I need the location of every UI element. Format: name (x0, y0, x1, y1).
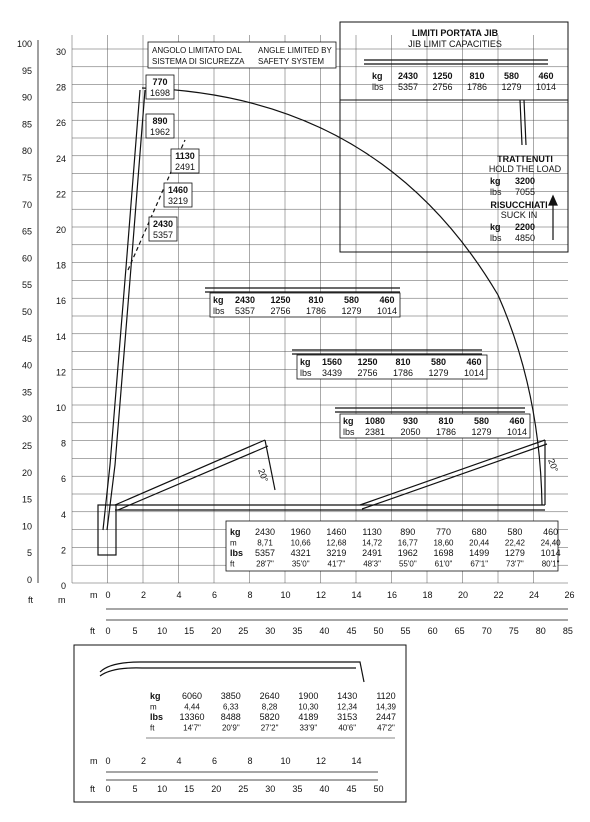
horizontal-table-cell: 460 (543, 527, 559, 537)
jib-c (335, 408, 525, 412)
jib-lbs-label: lbs (372, 82, 384, 92)
vertical-box-lbs: 1962 (149, 127, 171, 137)
table-lbs-value: 2381 (364, 427, 386, 437)
jib-kg-value: 460 (538, 71, 554, 81)
horizontal-table-cell: 55'0" (398, 559, 417, 569)
suck-lbs-label: lbs (490, 233, 502, 243)
m-tick-bottom: 14 (351, 590, 362, 600)
m-tick-left: 18 (55, 260, 66, 271)
ft-tick-left: 75 (21, 173, 32, 183)
angle-note-en2: SAFETY SYSTEM (258, 57, 325, 66)
jib-lbs-value: 5357 (397, 82, 419, 92)
table-kg-value: 1250 (357, 357, 378, 367)
hold-lbs-label: lbs (490, 187, 502, 197)
hold-kg-label: kg (490, 176, 501, 186)
jib-lbs-value: 1014 (535, 82, 557, 92)
jib-kg-value: 580 (503, 71, 520, 81)
ft-tick-left: 95 (21, 65, 32, 76)
ft-tick-bottom: 60 (427, 626, 438, 636)
arrow-head (549, 196, 557, 205)
m-tick-left: 8 (60, 438, 66, 449)
vertical-box-lbs: 1698 (149, 88, 171, 98)
jib-title-en: JIB LIMIT CAPACITIES (408, 39, 502, 49)
ft-tick-left: 80 (21, 146, 32, 157)
m-tick-bottom: 16 (386, 590, 398, 600)
table-lbs-value: 1014 (463, 368, 485, 378)
horizontal-table-cell: 80'1" (541, 559, 560, 569)
table-lbs-value: 1786 (392, 368, 414, 378)
ft-tick-left: 45 (21, 333, 32, 344)
ft-tick-bottom: 5 (132, 626, 138, 636)
table-lbs-label: lbs (343, 427, 355, 437)
lower-m-tick: 6 (211, 756, 218, 766)
ft-tick-bottom: 30 (265, 626, 276, 636)
table-kg-value: 1250 (270, 295, 291, 305)
table-kg-value: 460 (466, 357, 482, 367)
table-a (210, 293, 400, 317)
ft-tick-bottom: 80 (535, 626, 546, 636)
ft-tick-left: 25 (21, 441, 32, 451)
table-lbs-value: 3439 (321, 368, 343, 378)
horizontal-table-cell: 10,66 (290, 538, 311, 548)
horizontal-table-cell: 890 (400, 527, 416, 537)
horizontal-table-cell: 73'7" (506, 559, 524, 569)
horizontal-table-cell: 2491 (362, 548, 383, 558)
horizontal-table-cell: 48'3" (363, 559, 381, 569)
table-lbs-value: 1786 (305, 306, 327, 316)
jib-title-it: LIMITI PORTATA JIB (411, 28, 499, 38)
m-tick-bottom: 24 (528, 590, 540, 600)
table-kg-label: kg (300, 357, 311, 367)
lower-axes (90, 756, 384, 794)
m-tick-bottom: 8 (247, 590, 253, 600)
table-kg-value: 460 (379, 295, 395, 305)
lower-ft-tick: 40 (319, 784, 330, 794)
hold-title-en: HOLD THE LOAD (488, 164, 562, 174)
ft-tick-left: 55 (21, 280, 32, 291)
lower-row-label: m (150, 702, 157, 712)
horizontal-table-cell: 28'7" (256, 559, 274, 569)
lower-cell: 33'9" (299, 723, 318, 733)
ft-tick-bottom: 70 (481, 626, 492, 636)
lower-m-label: m (90, 756, 98, 766)
vertical-box-kg: 890 (152, 116, 168, 126)
m-tick-bottom: 12 (315, 590, 327, 600)
hold-lbs: 7055 (514, 187, 536, 197)
horizontal-table-cell: 2430 (254, 527, 276, 537)
ft-tick-bottom: 35 (292, 626, 303, 636)
ft-axis-label-left: ft (28, 595, 34, 605)
m-tick-left: 4 (60, 509, 66, 520)
lower-cell: 3850 (220, 691, 241, 701)
m-axis-label-bottom: m (90, 590, 98, 600)
jib-lbs-value: 2756 (432, 82, 453, 92)
lower-cell: 4,44 (184, 702, 200, 712)
vertical-box-lbs: 5357 (152, 230, 174, 240)
angle-label-a: 20° (256, 467, 271, 484)
jib-a (205, 288, 400, 292)
lower-m-tick: 14 (351, 756, 362, 766)
vertical-capacity-boxes (146, 75, 199, 241)
ft-tick-bottom: 85 (562, 626, 573, 636)
lower-cell: 5820 (259, 712, 280, 722)
horizontal-table-cell: 1960 (290, 527, 311, 537)
table-lbs-value: 1279 (471, 427, 492, 437)
table-kg-value: 580 (473, 416, 490, 426)
ft-tick-left: 65 (21, 226, 32, 237)
horizontal-table-cell: 3219 (326, 548, 347, 558)
m-tick-bottom: 22 (493, 590, 504, 600)
m-tick-left: 30 (55, 47, 66, 57)
lower-m-tick: 0 (105, 756, 111, 766)
horizontal-table-cell: 61'0" (434, 559, 453, 569)
table-kg-label: kg (343, 416, 354, 426)
lower-cell: 2640 (259, 691, 280, 701)
m-tick-left: 14 (55, 331, 66, 342)
suck-title-en: SUCK IN (500, 210, 538, 220)
ft-tick-bottom: 40 (319, 626, 330, 636)
lower-cell: 4189 (298, 712, 319, 722)
m-tick-bottom: 0 (105, 590, 111, 600)
m-tick-bottom: 26 (564, 590, 575, 600)
horizontal-table-cell: 16,77 (397, 538, 418, 548)
table-kg-value: 1560 (321, 357, 343, 367)
jib-kg-value: 810 (469, 71, 485, 81)
ft-tick-bottom: 0 (105, 626, 111, 636)
lower-cell: 12,34 (337, 702, 358, 712)
horizontal-table-cell: 4321 (290, 548, 311, 558)
horizontal-boom (115, 505, 545, 510)
jib-limit-values (372, 71, 556, 92)
table-kg-value: 460 (509, 416, 525, 426)
table-lbs-value: 2050 (400, 427, 421, 437)
lower-cell: 3153 (337, 712, 358, 722)
vertical-box-lbs: 2491 (174, 162, 196, 172)
suck-kg-label: kg (490, 222, 501, 232)
horizontal-table-cell: 18,60 (433, 538, 454, 548)
lower-ft-tick: 5 (132, 784, 138, 794)
ft-tick-bottom: 15 (184, 626, 195, 636)
lower-ft-tick: 15 (184, 784, 195, 794)
m-tick-left: 6 (60, 474, 66, 485)
ft-tick-left: 90 (21, 92, 32, 103)
ft-tick-left: 20 (21, 467, 32, 478)
m-axis-label-left: m (58, 595, 66, 605)
table-c (340, 414, 530, 438)
angle-note-it2: SISTEMA DI SICUREZZA (152, 57, 245, 66)
m-tick-bottom: 10 (280, 590, 291, 600)
table-lbs-label: lbs (213, 306, 225, 316)
angled-boom-upper (115, 440, 271, 510)
suck-title-it: RISUCCHIATI (490, 200, 548, 210)
lower-cell: 20'9" (221, 723, 240, 733)
horizontal-table-cell: 12,68 (326, 538, 347, 548)
lower-m-tick: 8 (247, 756, 253, 766)
table-kg-value: 1080 (364, 416, 386, 426)
lower-cell: 6,33 (223, 702, 239, 712)
lower-cell: 10,30 (298, 702, 319, 712)
m-tick-left: 20 (55, 225, 66, 235)
m-tick-left: 2 (60, 545, 66, 556)
jib-lbs-value: 1279 (501, 82, 522, 92)
m-tick-left: 26 (55, 118, 66, 129)
m-tick-left: 10 (55, 403, 66, 413)
m-tick-left: 28 (55, 82, 66, 93)
lower-ft-tick: 50 (373, 784, 384, 794)
ft-axis-label-bottom: ft (90, 626, 96, 636)
lower-cell: 8488 (220, 712, 241, 722)
table-lbs-value: 5357 (234, 306, 256, 316)
ft-tick-bottom: 65 (454, 626, 465, 636)
m-tick-left: 16 (55, 296, 66, 307)
horizontal-table-cell: 1499 (469, 548, 490, 558)
horizontal-table-cell: 1698 (433, 548, 454, 558)
lower-ft-tick: 25 (238, 784, 249, 794)
m-tick-left: 12 (55, 367, 66, 378)
lower-ft-tick: 35 (292, 784, 303, 794)
suck-kg: 2200 (514, 222, 536, 232)
lower-cell: 40'6" (338, 723, 357, 733)
table-kg-value: 580 (343, 295, 360, 305)
lower-ft-tick: 45 (346, 784, 357, 794)
lower-m-tick: 12 (315, 756, 327, 766)
ft-tick-left: 5 (26, 548, 32, 559)
lower-cell: 1120 (376, 691, 396, 701)
lower-cell: 1430 (337, 691, 358, 701)
horizontal-table-cell: 1962 (397, 548, 418, 558)
m-tick-bottom: 4 (176, 590, 182, 600)
ft-tick-bottom: 20 (211, 626, 222, 636)
m-tick-bottom: 20 (457, 590, 469, 600)
m-tick-bottom: 2 (140, 590, 147, 600)
lower-cell: 14,39 (375, 702, 397, 712)
table-kg-value: 810 (438, 416, 454, 426)
horizontal-table-cell: 580 (507, 527, 523, 537)
m-tick-left: 24 (55, 153, 66, 164)
lower-ft-tick: 10 (157, 784, 168, 794)
horizontal-table-row-label: kg (230, 527, 241, 537)
vertical-box-lbs: 3219 (167, 196, 189, 206)
horizontal-table-cell: 35'0" (291, 559, 310, 569)
horizontal-table-row-label: m (230, 538, 237, 548)
lower-cell: 13360 (179, 712, 205, 722)
vertical-box-kg: 2430 (152, 219, 174, 229)
table-lbs-value: 1279 (341, 306, 362, 316)
lower-cell: 2447 (375, 712, 397, 722)
ft-tick-left: 30 (21, 414, 32, 425)
horizontal-table-cell: 1460 (326, 527, 347, 537)
ft-tick-bottom: 45 (346, 626, 357, 636)
ft-tick-bottom: 10 (157, 626, 168, 636)
horizontal-table-cell: 8,71 (257, 538, 273, 548)
lower-m-tick: 4 (176, 756, 182, 766)
suck-lbs: 4850 (514, 233, 536, 243)
angle-note-it1: ANGOLO LIMITATO DAL (152, 46, 242, 55)
table-lbs-value: 2756 (357, 368, 378, 378)
table-lbs-value: 1279 (428, 368, 449, 378)
horizontal-table-cell: 67'1" (470, 559, 489, 569)
ft-tick-left: 60 (21, 253, 32, 264)
vertical-box-kg: 1130 (175, 151, 195, 161)
jib-lbs-value: 1786 (466, 82, 488, 92)
horizontal-table-cell: 680 (471, 527, 487, 537)
ft-tick-left: 85 (21, 119, 32, 130)
lower-ft-tick: 0 (105, 784, 111, 794)
jib-kg-label: kg (372, 71, 383, 81)
jib-kg-value: 2430 (397, 71, 419, 81)
lower-cell: 27'2" (260, 723, 279, 733)
table-kg-value: 810 (395, 357, 411, 367)
lower-capacity-table (146, 691, 397, 738)
hold-title-it: TRATTENUTI (497, 154, 553, 164)
lower-cell: 8,28 (261, 702, 278, 712)
hold-kg: 3200 (514, 176, 536, 186)
lower-ft-tick: 20 (211, 784, 222, 794)
table-kg-value: 580 (430, 357, 447, 367)
m-tick-bottom: 18 (422, 590, 433, 600)
lower-m-tick: 2 (140, 756, 147, 766)
ft-tick-left: 10 (21, 521, 32, 532)
ft-tick-left: 100 (16, 39, 32, 49)
ft-tick-bottom: 50 (373, 626, 384, 636)
table-kg-value: 2430 (234, 295, 256, 305)
horizontal-table-cell: 14,72 (362, 538, 383, 548)
horizontal-table-cell: 20,44 (469, 538, 490, 548)
lower-cell: 14'7" (183, 723, 201, 733)
horizontal-table-cell: 5357 (254, 548, 276, 558)
angled-boom-lower (360, 440, 547, 509)
lower-row-label: kg (150, 691, 161, 701)
lower-row-label: lbs (150, 712, 164, 722)
vertical-box-kg: 1460 (167, 185, 189, 195)
horizontal-table-cell: 1130 (362, 527, 382, 537)
ft-tick-bottom: 75 (508, 626, 519, 636)
ft-tick-left: 0 (26, 575, 32, 585)
table-lbs-label: lbs (300, 368, 312, 378)
ft-tick-left: 40 (21, 360, 32, 371)
table-kg-value: 810 (308, 295, 324, 305)
ft-tick-left: 35 (21, 387, 32, 398)
horizontal-table-cell: 22,42 (504, 538, 525, 548)
horizontal-table-cell: 41'7" (327, 559, 346, 569)
lower-cell: 47'2" (377, 723, 395, 733)
horizontal-capacity-table (226, 521, 561, 571)
angle-line-a (265, 440, 275, 490)
vertical-box-kg: 770 (152, 77, 168, 87)
m-tick-left: 22 (55, 189, 66, 200)
table-lbs-value: 1786 (435, 427, 457, 437)
ft-tick-bottom: 55 (400, 626, 411, 636)
horizontal-table-cell: 24,40 (540, 538, 561, 548)
horizontal-table-cell: 1279 (504, 548, 525, 558)
ft-tick-bottom: 25 (238, 626, 249, 636)
horizontal-table-row-label: ft (230, 559, 235, 569)
table-kg-label: kg (213, 295, 224, 305)
table-lbs-value: 1014 (376, 306, 398, 316)
jib-kg-value: 1250 (432, 71, 453, 81)
lower-ft-label: ft (90, 784, 96, 794)
lower-m-tick: 10 (280, 756, 291, 766)
horizontal-table-cell: 1014 (540, 548, 561, 558)
lower-row-label: ft (150, 723, 155, 733)
angle-note-en1: ANGLE LIMITED BY (258, 46, 332, 55)
horizontal-table-cell: 770 (435, 527, 452, 537)
ft-tick-left: 70 (21, 199, 32, 210)
lower-boom (100, 662, 364, 682)
lower-ft-tick: 30 (265, 784, 276, 794)
lower-cell: 1900 (298, 691, 319, 701)
ft-tick-left: 50 (21, 307, 32, 317)
table-kg-value: 930 (402, 416, 419, 426)
lower-cell: 6060 (181, 691, 203, 701)
angle-label-b: 20° (546, 457, 561, 474)
m-tick-left: 0 (60, 581, 66, 591)
table-lbs-value: 1014 (506, 427, 528, 437)
horizontal-table-row-label: lbs (230, 548, 244, 558)
ft-tick-left: 15 (21, 494, 32, 505)
m-tick-bottom: 6 (211, 590, 218, 600)
table-lbs-value: 2756 (270, 306, 291, 316)
table-b (297, 355, 487, 379)
